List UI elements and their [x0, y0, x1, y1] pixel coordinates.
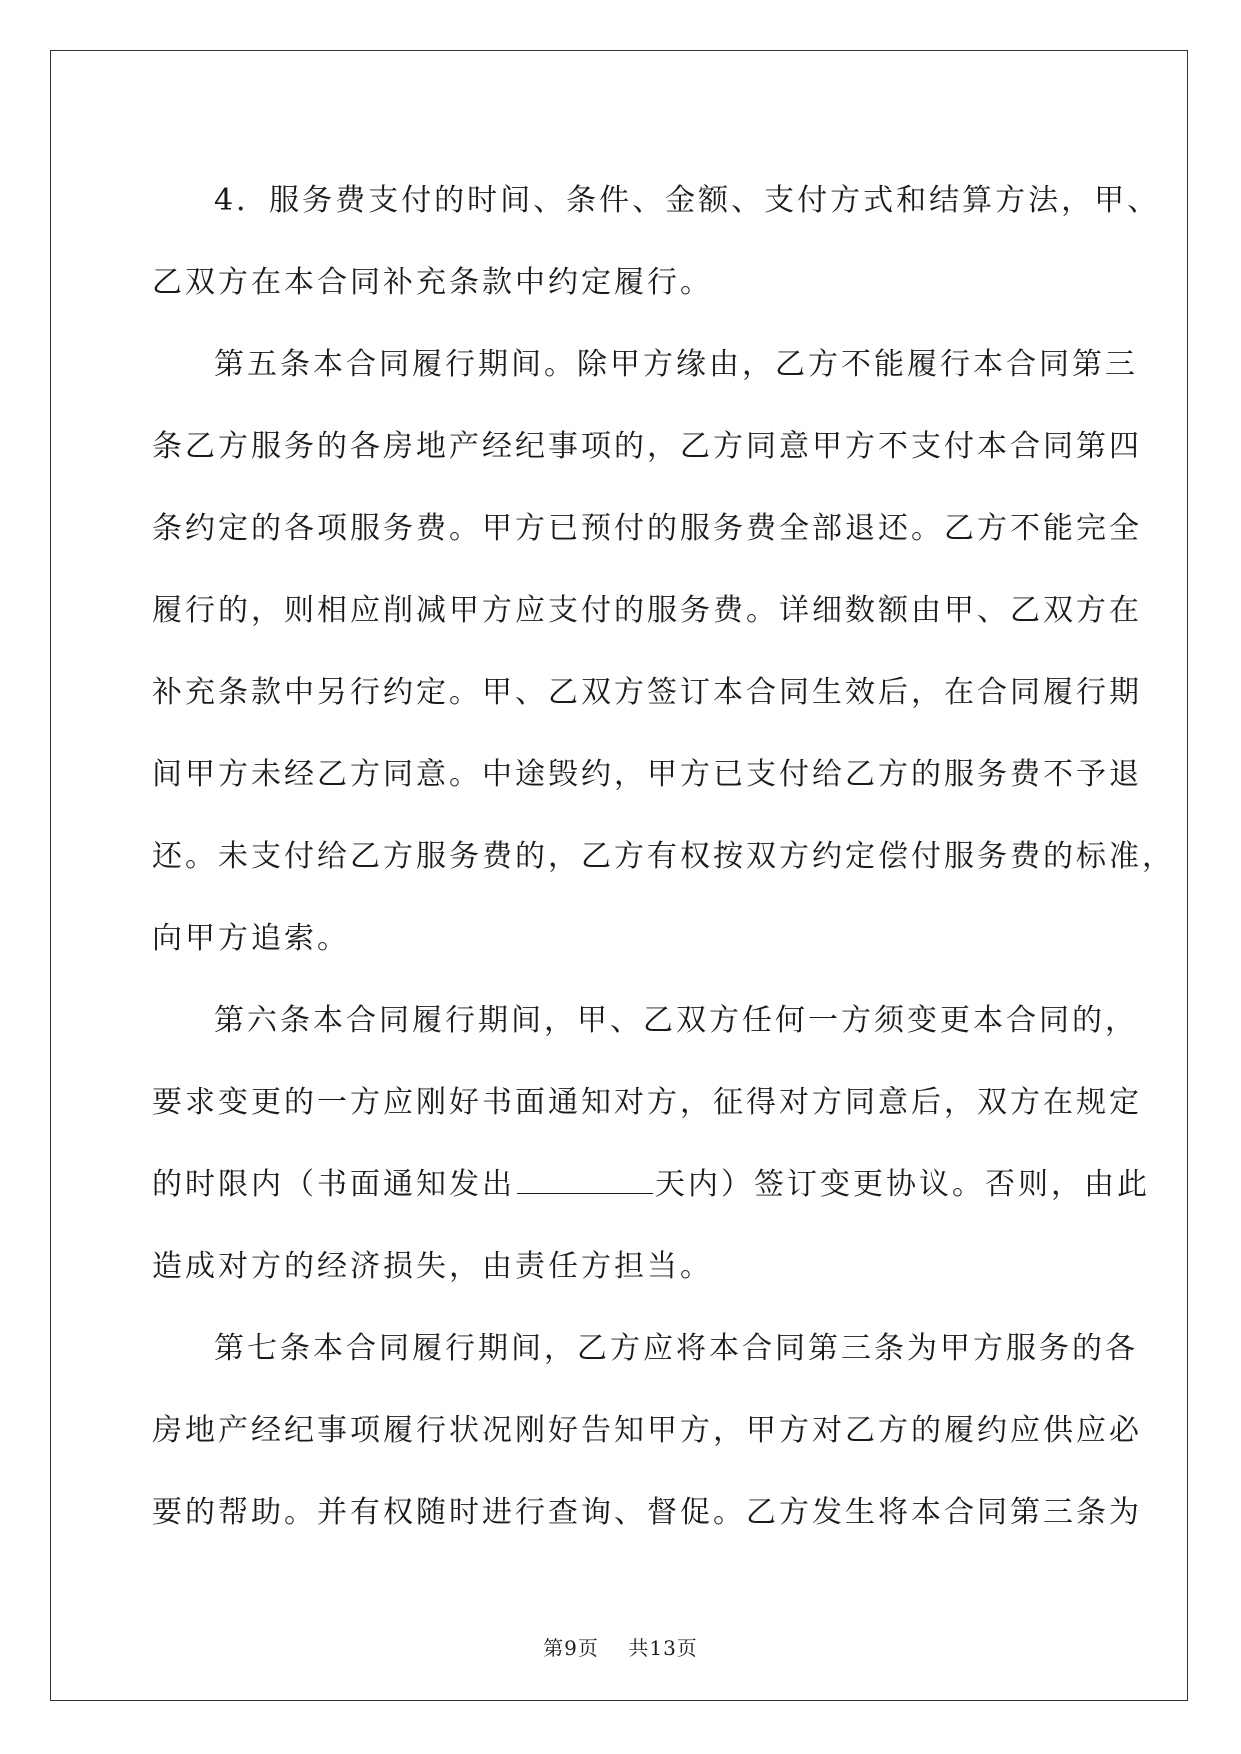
text-line: 向甲方追索。 — [152, 921, 350, 956]
text-line: 间甲方未经乙方同意。中途毁约，甲方已支付给乙方的服务费不予退 — [152, 757, 1142, 792]
page-total: 共13页 — [628, 1636, 698, 1660]
text-line: 条约定的各项服务费。甲方已预付的服务费全部退还。乙方不能完全 — [152, 511, 1142, 546]
paragraph-article-6 — [152, 980, 1150, 1308]
text-segment: 的时限内（书面通知发出 — [152, 1167, 515, 1202]
fill-in-blank-days[interactable] — [517, 1169, 653, 1194]
text-line: 第六条本合同履行期间，甲、乙双方任何一方须变更本合同的， — [214, 1003, 1138, 1038]
page-footer — [0, 1632, 1241, 1661]
text-line: 第七条本合同履行期间，乙方应将本合同第三条为甲方服务的各 — [214, 1331, 1138, 1366]
text-line: 履行的，则相应削减甲方应支付的服务费。详细数额由甲、乙双方在 — [152, 593, 1142, 628]
text-line: 房地产经纪事项履行状况刚好告知甲方，甲方对乙方的履约应供应必 — [152, 1413, 1142, 1448]
text-line: 还。未支付给乙方服务费的，乙方有权按双方约定偿付服务费的标准， — [152, 839, 1175, 874]
text-segment: 天内）签订变更协议。否则，由此 — [655, 1167, 1150, 1202]
text-line: 第五条本合同履行期间。除甲方缘由，乙方不能履行本合同第三 — [214, 347, 1138, 382]
page-number: 第9页 — [543, 1636, 599, 1660]
paragraph-article-5 — [152, 324, 1175, 980]
paragraph-article-7 — [152, 1308, 1142, 1554]
text-line: 造成对方的经济损失，由责任方担当。 — [152, 1249, 713, 1284]
text-line-with-blank — [152, 1144, 1150, 1226]
text-line: 补充条款中另行约定。甲、乙双方签订本合同生效后，在合同履行期 — [152, 675, 1142, 710]
text-line: 条乙方服务的各房地产经纪事项的，乙方同意甲方不支付本合同第四 — [152, 429, 1142, 464]
text-line: 4．服务费支付的时间、条件、金额、支付方式和结算方法，甲、 — [214, 183, 1161, 218]
paragraph-service-fee-payment — [152, 160, 1161, 324]
text-line: 要求变更的一方应刚好书面通知对方，征得对方同意后，双方在规定 — [152, 1085, 1142, 1120]
document-body — [152, 160, 1175, 1554]
text-line: 乙双方在本合同补充条款中约定履行。 — [152, 265, 713, 300]
text-line: 要的帮助。并有权随时进行查询、督促。乙方发生将本合同第三条为 — [152, 1495, 1142, 1530]
